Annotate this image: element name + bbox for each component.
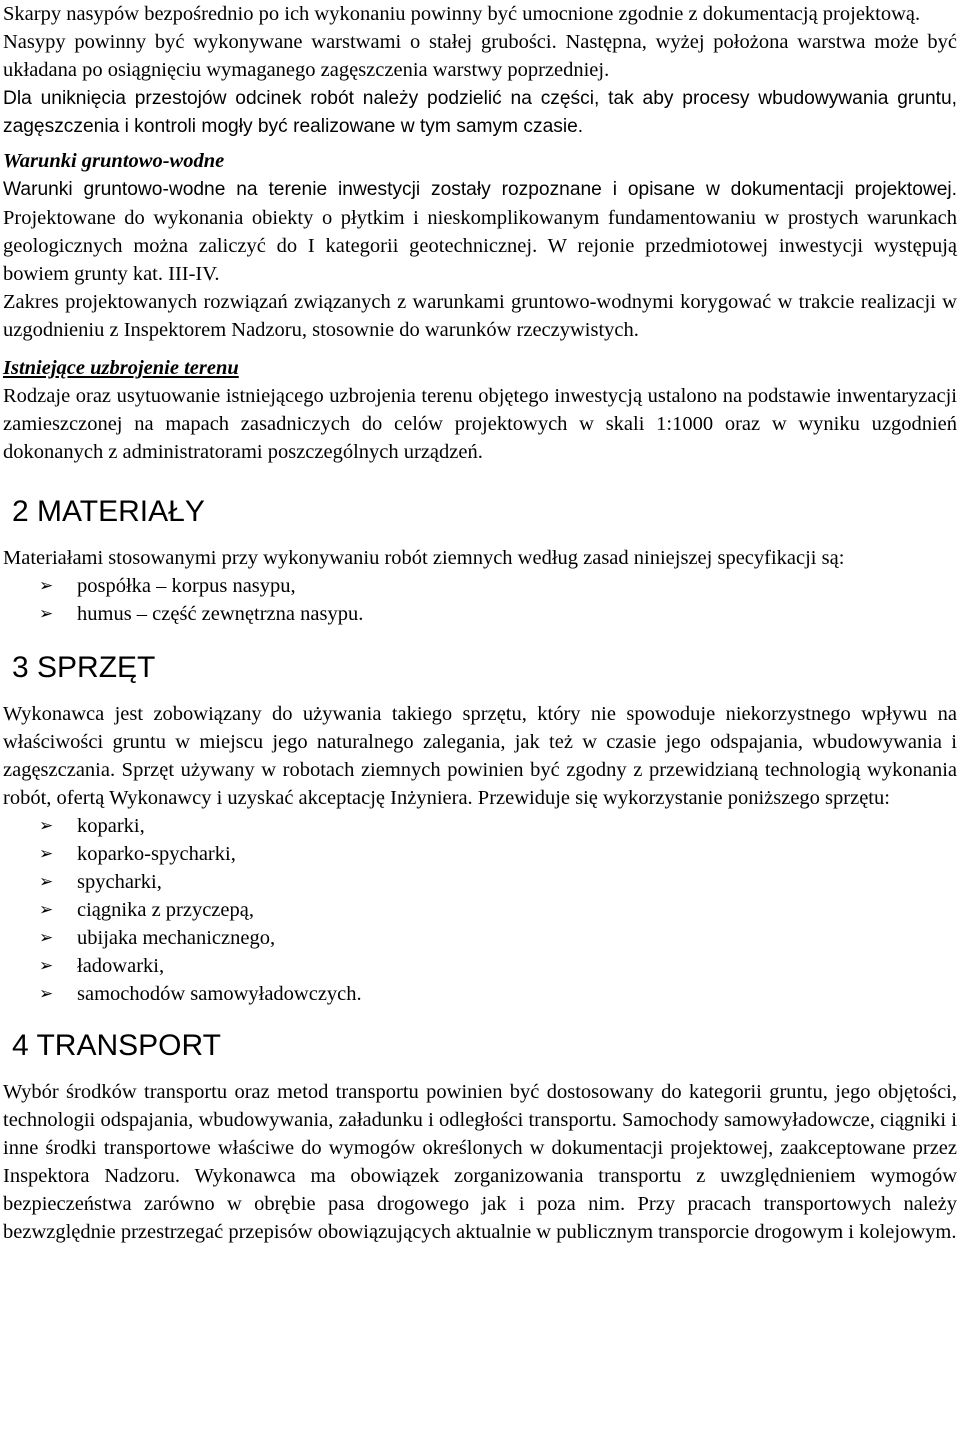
arrowhead-bullet-icon: ➢ bbox=[39, 928, 54, 948]
arrowhead-bullet-icon: ➢ bbox=[39, 956, 54, 976]
uzbrojenie-paragraph-1: Rodzaje oraz usytuowanie istniejącego uzbrojenia terenu objętego inwestycją ustalono na podstawie inwentaryzacji zamieszczonej na mapach zasadniczych do celów projektowych w skali 1:1000 oraz w wyniku uzgodnień dokonanych z administratorami poszczególnych urządzeń. bbox=[3, 385, 957, 463]
warunki-paragraph-1 bbox=[3, 175, 957, 288]
list-item bbox=[39, 868, 957, 896]
intro-paragraph-3: Dla uniknięcia przestojów odcinek robót należy podzielić na części, tak aby procesy wbudowywania gruntu, zagęszczenia i kontroli mogły być realizowane w tym samym czasie. bbox=[3, 88, 957, 137]
sprzet-paragraph-1: Wykonawca jest zobowiązany do używania takiego sprzętu, który nie spowoduje niekorzystnego wpływu na właściwości gruntu w miejscu jego naturalnego zalegania, jak też w czasie jego odspajania, wbudowywania i zagęszczania. Sprzęt używany w robotach ziemnych powinien być zgodny z przewidzianą technologią wykonania robót, ofertą Wykonawcy i uzyskać akceptację Inżyniera. Przewiduje się wykorzystanie poniższego sprzętu: bbox=[3, 703, 957, 809]
materialy-intro: Materiałami stosowanymi przy wykonywaniu robót ziemnych według zasad niniejszej specyfikacji są: bbox=[3, 547, 845, 569]
list-item-text: ciągnika z przyczepą, bbox=[77, 899, 254, 921]
sprzet-list bbox=[3, 812, 957, 1008]
list-item-text: spycharki, bbox=[77, 871, 162, 893]
transport-paragraph-1: Wybór środków transportu oraz metod transportu powinien być dostosowany do kategorii gruntu, jego objętości, technologii odspajania, wbudowywania, załadunku i odległości transportu. Samochody samowyładowcze, ciągniki i inne środki transportowe właściwe do wymogów określonych w dokumentacji projektowej, zaakceptowane przez Inspektora Nadzoru. Wykonawca ma obowiązek zorganizowania transportu z uwzględnieniem wymogów bezpieczeństwa zarówno w obrębie pasa drogowego jak i poza nim. Przy pracach transportowych należy bezwzględnie przestrzegać przepisów obowiązujących aktualnie w publicznym transporcie drogowym i kolejowym. bbox=[3, 1081, 957, 1243]
list-item-text: samochodów samowyładowczych. bbox=[77, 983, 362, 1005]
arrowhead-bullet-icon: ➢ bbox=[39, 900, 54, 920]
warunki-paragraph-1a: Warunki gruntowo-wodne na terenie inwestycji zostały rozpoznane i opisane w dokumentacji projektowej. bbox=[3, 179, 957, 200]
list-item bbox=[39, 572, 957, 600]
list-item-text: humus – część zewnętrzna nasypu. bbox=[77, 603, 364, 625]
section-heading-transport: 4 TRANSPORT bbox=[12, 1029, 221, 1062]
list-item bbox=[39, 896, 957, 924]
arrowhead-bullet-icon: ➢ bbox=[39, 576, 54, 596]
list-item bbox=[39, 952, 957, 980]
arrowhead-bullet-icon: ➢ bbox=[39, 984, 54, 1004]
list-item bbox=[39, 840, 957, 868]
list-item-text: koparki, bbox=[77, 815, 145, 837]
intro-paragraph-2: Nasypy powinny być wykonywane warstwami o stałej grubości. Następna, wyżej położona warstwa może być układana po osiągnięciu wymaganego zagęszczenia warstwy poprzedniej. bbox=[3, 31, 957, 81]
arrowhead-bullet-icon: ➢ bbox=[39, 604, 54, 624]
list-item bbox=[39, 600, 957, 628]
section-heading-warunki: Warunki gruntowo-wodne bbox=[3, 150, 225, 172]
list-item-text: ładowarki, bbox=[77, 955, 165, 977]
materialy-list bbox=[3, 572, 957, 628]
arrowhead-bullet-icon: ➢ bbox=[39, 872, 54, 892]
list-item-text: ubijaka mechanicznego, bbox=[77, 927, 276, 949]
warunki-paragraph-2: Zakres projektowanych rozwiązań związanych z warunkami gruntowo-wodnymi korygować w trakcie realizacji w uzgodnieniu z Inspektorem Nadzoru, stosownie do warunków rzeczywistych. bbox=[3, 291, 957, 341]
section-heading-sprzet: 3 SPRZĘT bbox=[12, 651, 156, 684]
list-item bbox=[39, 812, 957, 840]
warunki-paragraph-1b: Projektowane do wykonania obiekty o płytkim i nieskomplikowanym fundamentowaniu w prostych warunkach geologicznych można zaliczyć do I kategorii geotechnicznej. W rejonie przedmiotowej inwestycji występują bowiem grunty kat. III-IV. bbox=[3, 207, 957, 285]
list-item-text: koparko-spycharki, bbox=[77, 843, 236, 865]
list-item bbox=[39, 924, 957, 952]
arrowhead-bullet-icon: ➢ bbox=[39, 844, 54, 864]
list-item bbox=[39, 980, 957, 1008]
section-heading-materialy: 2 MATERIAŁY bbox=[12, 495, 205, 528]
list-item-text: pospółka – korpus nasypu, bbox=[77, 575, 296, 597]
arrowhead-bullet-icon: ➢ bbox=[39, 816, 54, 836]
section-heading-uzbrojenie: Istniejące uzbrojenie terenu bbox=[3, 357, 239, 379]
intro-paragraph-1: Skarpy nasypów bezpośrednio po ich wykonaniu powinny być umocnione zgodnie z dokumentacją projektową. bbox=[3, 3, 921, 25]
